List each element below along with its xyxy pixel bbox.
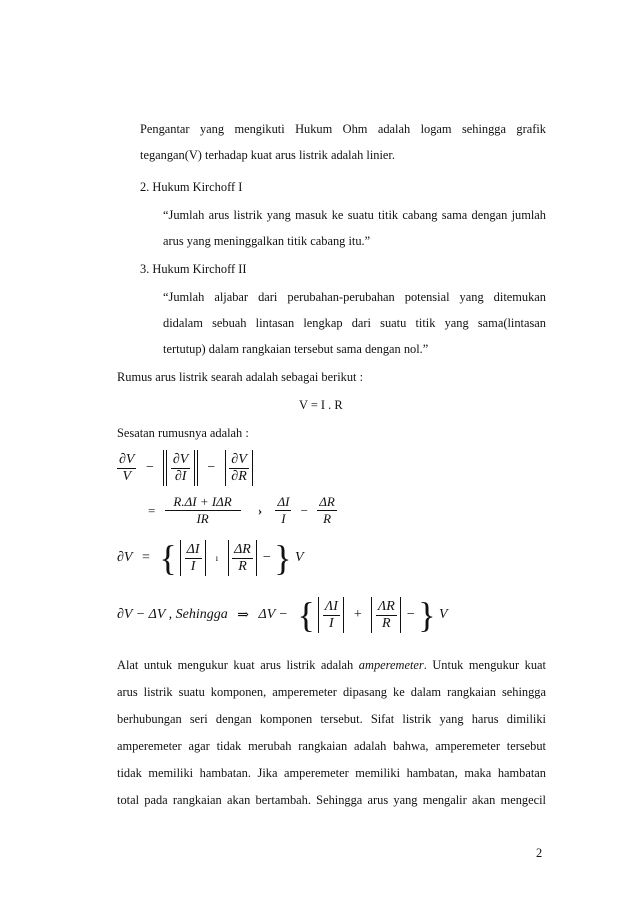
item-3-quote-line-3: tertutup) dalam rangkaian tersebut sama dengan nol.” xyxy=(163,342,429,356)
eq1-term-1: $\frac{\partial V}{\partial I}$ xyxy=(172,451,189,484)
item-3-title: 3. Hukum Kirchoff II xyxy=(140,262,247,276)
rumus-formula: V = I . R xyxy=(299,398,343,412)
eq2-term-1: $\frac{\Delta I}{I}$ xyxy=(277,494,290,526)
eq2-term-2: $\frac{\Delta R}{R}$ xyxy=(319,494,335,526)
item-3-quote-line-1: “Jumlah aljabar dari perubahan-perubahan potensial yang ditemukan xyxy=(163,290,546,304)
eq1-lhs: $\frac{\partial V}{V}$ xyxy=(119,451,135,484)
item-2-title: 2. Hukum Kirchoff I xyxy=(140,180,243,194)
equation-3: ∂V = { $\frac{\Delta I}{I}$ ı $\frac{\Delta R}{R}$ − } V xyxy=(117,538,304,578)
item-2-quote-line-2: arus yang meninggalkan titik cabang itu.” xyxy=(163,234,371,248)
equation-1: $\frac{\partial V}{V}$ − $\frac{\partial V}{\partial I}$ − $\frac{\partial V}{\partial R}$ xyxy=(117,450,253,486)
page-number: 2 xyxy=(536,846,543,860)
equation-2: = $\frac{\text{R.ΔI + IΔR}}{IR}$ › $\frac{\Delta I}{I}$ − $\frac{\Delta R}{R}$ xyxy=(148,494,335,526)
alat-line-6: total pada rangkaian akan bertambah. Sehingga arus yang mengalir akan mengecil xyxy=(117,793,546,807)
item-3-quote-line-2: didalam sebuah lintasan lengkap dari suatu titik yang sama(lintasan xyxy=(163,316,546,330)
alat-line-4: amperemeter agar tidak merubah rangkaian adalah bahwa, amperemeter tersebut xyxy=(117,739,546,753)
alat-line-3: berhubungan seri dengan komponen tersebut. Sifat listrik yang harus dimiliki xyxy=(117,712,546,726)
intro-line-2: tegangan(V) terhadap kuat arus listrik adalah linier. xyxy=(140,148,395,162)
amperemeter-term: amperemeter xyxy=(358,658,424,672)
rumus-intro: Rumus arus listrik searah adalah sebagai berikut : xyxy=(117,370,364,384)
eq2-main-fraction: $\frac{\text{R.ΔI + IΔR}}{IR}$ xyxy=(165,494,241,527)
alat-line-1: Alat untuk mengukur kuat arus listrik adalah amperemeter. Untuk mengukur kuat xyxy=(117,658,546,672)
eq3-term-2: $\frac{\Delta R}{R}$ xyxy=(234,541,251,574)
item-2-quote-line-1: “Jumlah arus listrik yang masuk ke suatu titik cabang sama dengan jumlah xyxy=(163,208,546,222)
sesatan-intro: Sesatan rumusnya adalah : xyxy=(117,426,249,440)
eq4-term-2: $\frac{\Lambda R}{R}$ xyxy=(377,598,395,631)
eq1-term-2: $\frac{\partial V}{\partial R}$ xyxy=(231,451,247,484)
intro-line-1: Pengantar yang mengikuti Hukum Ohm adalah logam sehingga grafik xyxy=(140,122,546,136)
eq4-term-1: $\frac{\Lambda I}{I}$ xyxy=(324,598,338,631)
equation-4: ∂V − ΔV , Sehingga ⇒ ΔV − { $\frac{\Lambda I}{I}$ + $\frac{\Lambda R}{R}$ − } V xyxy=(117,595,448,635)
alat-line-2: arus listrik suatu komponen, amperemeter dipasang ke dalam rangkaian sehingga xyxy=(117,685,546,699)
eq3-term-1: $\frac{\Delta I}{I}$ xyxy=(186,541,200,574)
alat-line-5: tidak memiliki hambatan. Jika amperemeter memiliki hambatan, maka hambatan xyxy=(117,766,546,780)
